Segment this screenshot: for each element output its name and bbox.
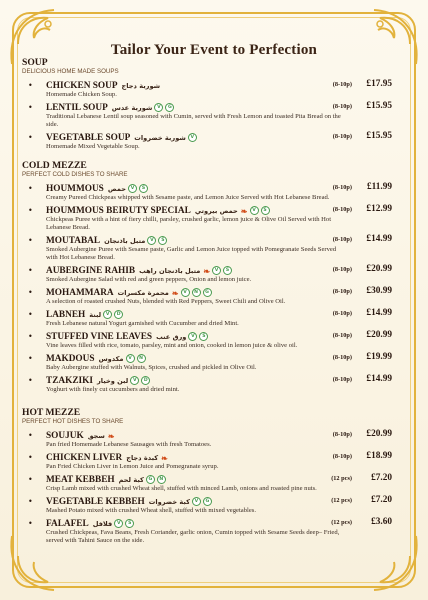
item-title-row bbox=[46, 353, 392, 364]
item-arabic-name: شوربة خضروات bbox=[134, 133, 186, 142]
dietary-badge-icon: V bbox=[188, 133, 197, 142]
dietary-badge-icon: N bbox=[157, 475, 166, 484]
menu-item bbox=[22, 205, 392, 232]
item-name: CHICKEN SOUP bbox=[46, 80, 118, 91]
page-title: Tailor Your Event to Perfection bbox=[110, 42, 318, 58]
dietary-badge-icon: S bbox=[223, 266, 232, 275]
item-arabic-name: شوربة دجاج bbox=[121, 81, 161, 90]
item-portion: (8-10p) bbox=[332, 236, 352, 243]
section-heading: SOUP bbox=[22, 57, 48, 68]
item-title-row bbox=[46, 496, 392, 507]
item-title-row bbox=[46, 183, 392, 194]
item-description: Yoghurt with finely cut cucumbers and dried mint. bbox=[46, 386, 180, 393]
dietary-badge-icon: N bbox=[137, 354, 146, 363]
dietary-badge-icon: V bbox=[154, 103, 163, 112]
bullet-icon: • bbox=[28, 453, 33, 462]
dietary-badge-icon: V bbox=[130, 376, 139, 385]
item-portion: (8-10p) bbox=[332, 376, 352, 383]
item-price: £14.99 bbox=[366, 234, 392, 244]
item-title-row bbox=[46, 235, 392, 246]
item-name: LENTIL SOUP bbox=[46, 102, 108, 113]
bullet-icon: • bbox=[28, 519, 33, 528]
item-arabic-name: كبدة دجاج bbox=[126, 453, 159, 462]
item-description: Fresh Lebanese natural Yogurt garnished with Cucumber and dried Mint. bbox=[46, 320, 239, 327]
item-description: Mashed Potato mixed with crushed Wheat shell, stuffed with mixed vegetables. bbox=[46, 507, 256, 514]
bullet-icon: • bbox=[28, 206, 33, 215]
item-arabic-name: فلافل bbox=[92, 519, 113, 528]
dietary-badge-icon: N bbox=[192, 288, 201, 297]
bullet-icon: • bbox=[28, 266, 33, 275]
item-price: £17.95 bbox=[366, 79, 392, 89]
menu-item bbox=[22, 132, 392, 151]
item-title-row bbox=[46, 80, 392, 91]
dietary-badge-icon: G bbox=[203, 497, 212, 506]
dietary-badge-icon: G bbox=[165, 103, 174, 112]
section-heading: COLD MEZZE bbox=[22, 160, 87, 171]
item-description: Crisp Lamb mixed with crushed Wheat shell, stuffed with minced Lamb, onions and roasted pine nuts. bbox=[46, 485, 317, 492]
menu-item bbox=[22, 496, 392, 515]
item-portion: (8-10p) bbox=[332, 354, 352, 361]
menu-item bbox=[22, 183, 392, 202]
item-title-row bbox=[46, 265, 392, 276]
dietary-badge-icon: V bbox=[114, 519, 123, 528]
item-arabic-name: شوربة عدس bbox=[111, 103, 153, 112]
item-title-row bbox=[46, 518, 392, 529]
item-portion: (8-10p) bbox=[332, 184, 352, 191]
bullet-icon: • bbox=[28, 310, 33, 319]
item-title-row bbox=[46, 375, 392, 386]
dietary-badge-icon: D bbox=[114, 310, 123, 319]
item-name: AUBERGINE RAHIB bbox=[46, 265, 136, 276]
item-title-row bbox=[46, 205, 392, 216]
bullet-icon: • bbox=[28, 184, 33, 193]
menu-item bbox=[22, 287, 392, 306]
item-description: Baby Aubergine stuffed with Walnuts, Spices, crushed and pickled in Olive Oil. bbox=[46, 364, 257, 371]
item-name: TZAKZIKI bbox=[46, 375, 94, 386]
bullet-icon: • bbox=[28, 354, 33, 363]
item-description: Smoked Aubergine Puree with Sesame paste, Garlic and Lemon Juice topped with Pomegranate Seeds Served with Hot Lebanese Bread. bbox=[46, 246, 337, 261]
item-portion: (8-10p) bbox=[332, 81, 352, 88]
item-arabic-name: حمص بيروتي bbox=[194, 206, 238, 215]
menu-item bbox=[22, 309, 392, 328]
item-portion: (12 pcs) bbox=[331, 497, 352, 504]
item-description: Pan fried Homemade Lebanese Sausages with fresh Tomatoes. bbox=[46, 441, 212, 448]
menu-section bbox=[22, 58, 392, 151]
item-title-row bbox=[46, 287, 392, 298]
item-price: £20.99 bbox=[366, 330, 392, 340]
item-title-row bbox=[46, 430, 392, 441]
bullet-icon: • bbox=[28, 431, 33, 440]
menu-item bbox=[22, 452, 392, 471]
item-description: Creamy Pureed Chickpeas whipped with Sesame paste, and Lemon Juice Served with Hot Lebanese Bread. bbox=[46, 194, 330, 201]
bullet-icon: • bbox=[28, 133, 33, 142]
menu-item bbox=[22, 375, 392, 394]
dietary-badge-icon: S bbox=[261, 206, 270, 215]
item-title-row bbox=[46, 102, 392, 113]
menu-item bbox=[22, 265, 392, 284]
item-title-row bbox=[46, 452, 392, 463]
item-portion: (8-10p) bbox=[332, 288, 352, 295]
item-price: £12.99 bbox=[366, 204, 392, 214]
item-name: SOUJUK bbox=[46, 430, 84, 441]
menu-item bbox=[22, 353, 392, 372]
menu-item bbox=[22, 430, 392, 449]
item-portion: (12 pcs) bbox=[331, 475, 352, 482]
item-portion: (8-10p) bbox=[332, 206, 352, 213]
dietary-badge-icon: V bbox=[103, 310, 112, 319]
item-price: £14.99 bbox=[366, 374, 392, 384]
chili-spicy-icon: ❧ bbox=[203, 265, 211, 276]
dietary-badge-icon: V bbox=[126, 354, 135, 363]
dietary-badge-icon: V bbox=[250, 206, 259, 215]
bullet-icon: • bbox=[28, 103, 33, 112]
item-price: £15.95 bbox=[366, 101, 392, 111]
item-name: HOUMMOUS BEIRUTY SPECIAL bbox=[46, 205, 191, 216]
chili-spicy-icon: ❧ bbox=[240, 205, 248, 216]
item-title-row bbox=[46, 331, 392, 342]
dietary-badge-icon: G bbox=[203, 288, 212, 297]
item-price: £11.99 bbox=[366, 182, 392, 192]
item-price: £7.20 bbox=[371, 495, 392, 505]
item-name: FALAFEL bbox=[46, 518, 89, 529]
dietary-badge-icon: V bbox=[192, 497, 201, 506]
chili-spicy-icon: ❧ bbox=[161, 452, 168, 463]
menu-item bbox=[22, 102, 392, 129]
item-name: VEGETABLE SOUP bbox=[46, 132, 131, 143]
item-name: VEGETABLE KEBBEH bbox=[46, 496, 145, 507]
menu-item bbox=[22, 235, 392, 262]
item-portion: (8-10p) bbox=[332, 310, 352, 317]
item-portion: (8-10p) bbox=[332, 453, 352, 460]
item-portion: (8-10p) bbox=[332, 103, 352, 110]
item-description: Pan Fried Chicken Liver in Lemon Juice and Pomegranate syrup. bbox=[46, 463, 219, 470]
chili-spicy-icon: ❧ bbox=[107, 430, 115, 441]
item-arabic-name: سجق bbox=[87, 431, 105, 440]
item-description: Chickpeas Puree with a hint of fiery chilli, parsley, crushed garlic, lemon juice & Olive Oil Served with Hot Lebanese Bread. bbox=[46, 216, 332, 231]
item-arabic-name: كبة خضروات bbox=[148, 497, 190, 506]
item-description: Traditional Lebanese Lentil soup seasoned with Cumin, served with Fresh Lemon and toasted Pita Bread on the side. bbox=[46, 113, 341, 128]
bullet-icon: • bbox=[28, 236, 33, 245]
section-subheading: PERFECT HOT DISHES TO SHARE bbox=[22, 418, 124, 425]
item-portion: (8-10p) bbox=[332, 133, 352, 140]
dietary-badge-icon: G bbox=[146, 475, 155, 484]
dietary-badge-icon: V bbox=[188, 332, 197, 341]
dietary-badge-icon: S bbox=[199, 332, 208, 341]
menu-section bbox=[22, 161, 392, 394]
item-name: STUFFED VINE LEAVES bbox=[46, 331, 153, 342]
item-portion: (8-10p) bbox=[332, 332, 352, 339]
bullet-icon: • bbox=[28, 475, 33, 484]
bullet-icon: • bbox=[28, 332, 33, 341]
menu-item bbox=[22, 518, 392, 545]
item-arabic-name: حمص bbox=[107, 184, 127, 193]
item-portion: (8-10p) bbox=[332, 266, 352, 273]
item-price: £20.99 bbox=[366, 264, 392, 274]
item-title-row bbox=[46, 474, 392, 485]
menu-section bbox=[22, 408, 392, 545]
section-subheading: PERFECT COLD DISHES TO SHARE bbox=[22, 171, 128, 178]
item-arabic-name: متبل باذنجان bbox=[104, 236, 146, 245]
item-name: HOUMMOUS bbox=[46, 183, 104, 194]
item-description: Homemade Chicken Soup. bbox=[46, 91, 117, 98]
item-description: Vine leaves filled with rice, tomato, parsley, mint and onion, cooked in lemon juice & olive oil. bbox=[46, 342, 298, 349]
item-description: Crushed Chickpeas, Fava Beans, Fresh Coriander, garlic onion, Cumin topped with Sesame Seeds deep– Fried, served with Tahini Sauce on the side. bbox=[46, 529, 340, 544]
dietary-badge-icon: S bbox=[139, 184, 148, 193]
menu-item bbox=[22, 331, 392, 350]
menu-item bbox=[22, 474, 392, 493]
item-arabic-name: محمرة مكسرات bbox=[117, 288, 169, 297]
section-heading: HOT MEZZE bbox=[22, 407, 81, 418]
item-price: £14.99 bbox=[366, 308, 392, 318]
item-name: MEAT KEBBEH bbox=[46, 474, 115, 485]
chili-spicy-icon: ❧ bbox=[171, 287, 179, 298]
item-price: £20.99 bbox=[366, 429, 392, 439]
item-arabic-name: ورق عنب bbox=[156, 332, 187, 341]
item-name: MOUTABAL bbox=[46, 235, 101, 246]
item-name: MAKDOUS bbox=[46, 353, 95, 364]
dietary-badge-icon: V bbox=[212, 266, 221, 275]
menu-item bbox=[22, 80, 392, 99]
item-arabic-name: مكدوس bbox=[98, 354, 124, 363]
item-price: £7.20 bbox=[371, 473, 392, 483]
item-arabic-name: متبل باذنجان راهب bbox=[139, 266, 201, 275]
item-price: £18.99 bbox=[366, 451, 392, 461]
item-name: CHICKEN LIVER bbox=[46, 452, 123, 463]
item-arabic-name: لبن وخيار bbox=[97, 376, 129, 385]
item-name: MOHAMMARA bbox=[46, 287, 114, 298]
dietary-badge-icon: V bbox=[128, 184, 137, 193]
dietary-badge-icon: S bbox=[158, 236, 167, 245]
item-description: Smoked Aubergine Salad with red and green peppers, Onion and lemon juice. bbox=[46, 276, 252, 283]
item-name: LABNEH bbox=[46, 309, 86, 320]
dietary-badge-icon: V bbox=[181, 288, 190, 297]
item-price: £19.99 bbox=[366, 352, 392, 362]
item-title-row bbox=[46, 132, 392, 143]
bullet-icon: • bbox=[28, 376, 33, 385]
bullet-icon: • bbox=[28, 497, 33, 506]
item-price: £15.95 bbox=[366, 131, 392, 141]
dietary-badge-icon: V bbox=[147, 236, 156, 245]
bullet-icon: • bbox=[28, 288, 33, 297]
section-subheading: DELICIOUS HOME MADE SOUPS bbox=[22, 68, 119, 75]
bullet-icon: • bbox=[28, 81, 33, 90]
menu-content bbox=[22, 58, 392, 548]
item-price: £30.99 bbox=[366, 286, 392, 296]
dietary-badge-icon: S bbox=[125, 519, 134, 528]
item-portion: (12 pcs) bbox=[331, 519, 352, 526]
item-portion: (8-10p) bbox=[332, 431, 352, 438]
dietary-badge-icon: D bbox=[141, 376, 150, 385]
item-arabic-name: كبة لحم bbox=[118, 475, 144, 484]
item-title-row bbox=[46, 309, 392, 320]
item-arabic-name: لبنة bbox=[89, 310, 102, 319]
item-description: Homemade Mixed Vegetable Soup. bbox=[46, 143, 140, 150]
item-price: £3.60 bbox=[371, 517, 392, 527]
item-description: A selection of roasted crushed Nuts, blended with Red Peppers, Sweet Chili and Olive Oil. bbox=[46, 298, 286, 305]
